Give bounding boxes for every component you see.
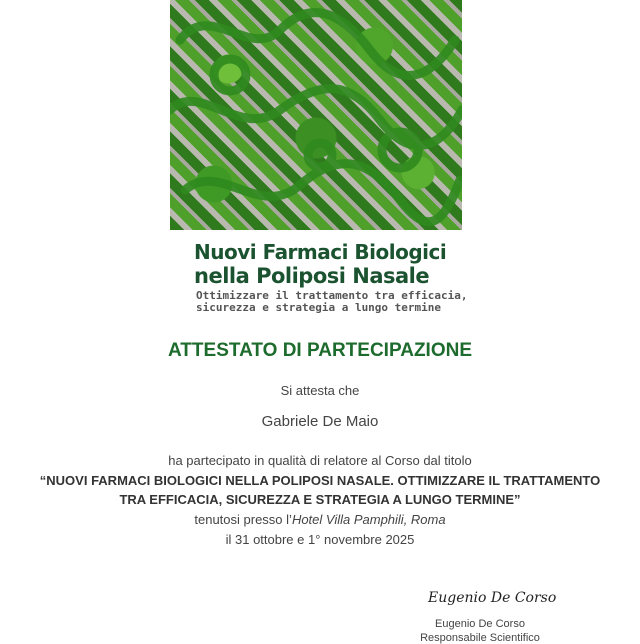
course-title-line1: “NUOVI FARMACI BIOLOGICI NELLA POLIPOSI NASALE. OTTIMIZZARE IL TRATTAMENTO: [39, 473, 601, 488]
hedge-pattern-image: [170, 0, 462, 230]
event-subtitle: [196, 290, 468, 314]
signatory-name: Eugenio De Corso: [435, 618, 525, 630]
recipient-name: Gabriele De Maio: [261, 413, 379, 430]
event-subtitle-line2: sicurezza e strategia a lungo termine: [196, 301, 442, 314]
event-title-line1: Nuovi Farmaci Biologici: [194, 240, 447, 264]
venue-name: Hotel Villa Pamphili, Roma: [291, 512, 446, 527]
course-title: [0, 471, 640, 509]
intro-text: Si attesta che: [280, 383, 360, 398]
event-subtitle-line1: Ottimizzare il trattamento tra efficacia,: [196, 289, 468, 302]
event-title-line2: nella Poliposi Nasale: [194, 264, 430, 288]
certificate-heading: ATTESTATO DI PARTECIPAZIONE: [168, 340, 472, 361]
event-title: [194, 240, 446, 288]
venue-prefix: tenutosi presso l’: [194, 512, 292, 527]
role-text: ha partecipato in qualità di relatore al Corso dal titolo: [168, 453, 472, 468]
course-title-line2: TRA EFFICACIA, SICUREZZA E STRATEGIA A LUNGO TERMINE”: [119, 492, 521, 507]
signatory-role: Responsabile Scientifico: [420, 632, 540, 644]
dates-text: il 31 ottobre e 1° novembre 2025: [225, 532, 415, 547]
handwritten-signature: Eugenio De Corso: [428, 590, 557, 606]
venue-text: [0, 512, 640, 527]
